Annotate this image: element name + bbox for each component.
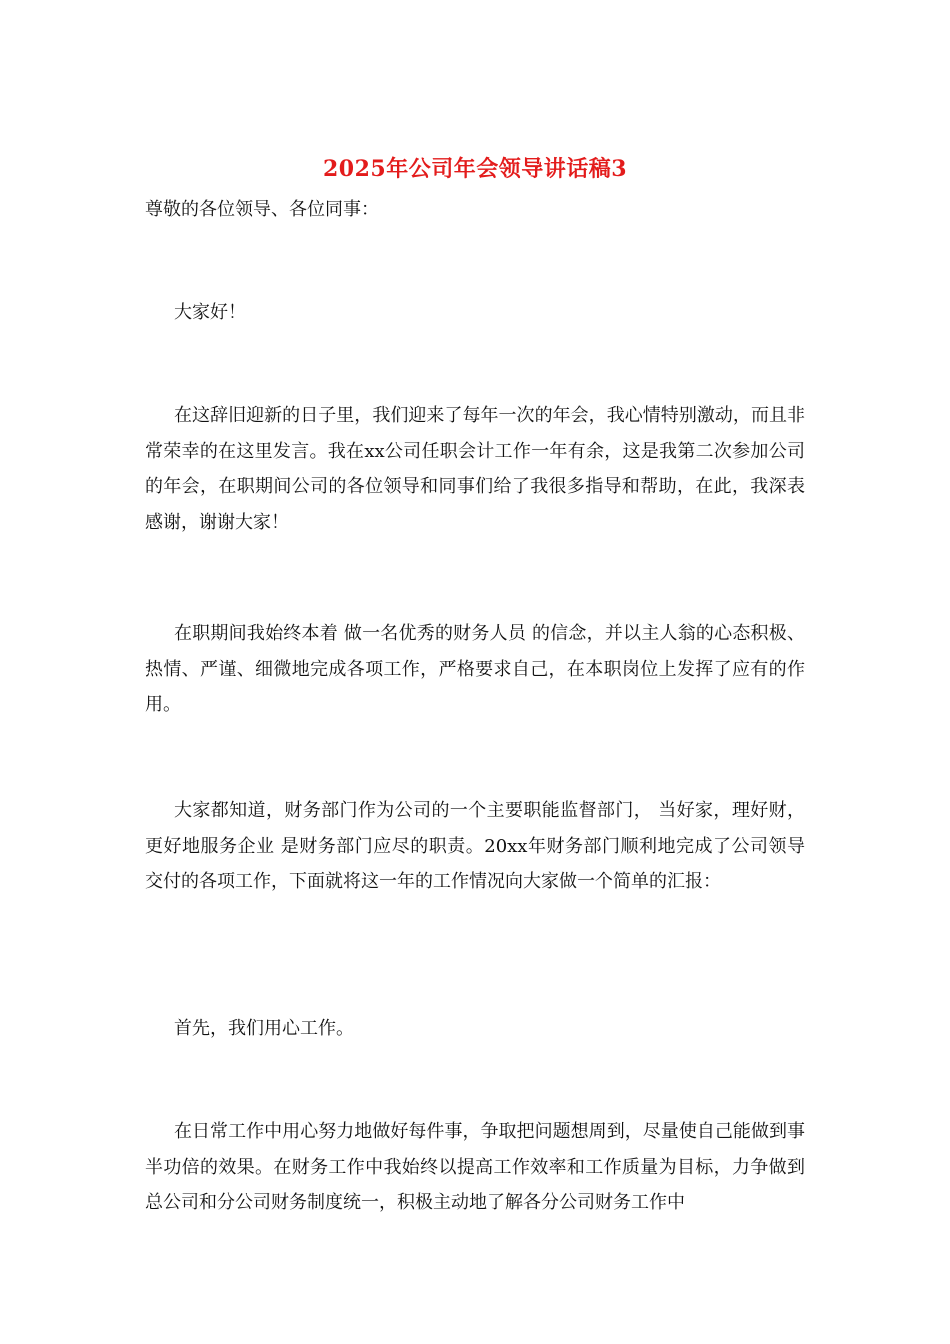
paragraph-daily-work: 在日常工作中用心努力地做好每件事，争取把问题想周到，尽量使自己能做到事半功倍的效果。在财务工作中我始终以提高工作效率和工作质量为目标，力争做到总公司和分公司财务制度统一，积极主动地了解各分公司财务工作中 [145,1121,805,1213]
greeting-line: 尊敬的各位领导、各位同事： [145,199,379,220]
paragraph-first-point: 首先，我们用心工作。 [174,1018,354,1039]
paragraph-attitude: 在职期间我始终本着 做一名优秀的财务人员 的信念，并以主人翁的心态积极、热情、严谨、细微地完成各项工作，严格要求自己，在本职岗位上发挥了应有的作用。 [145,623,805,715]
paragraph-introduction: 在这辞旧迎新的日子里，我们迎来了每年一次的年会，我心情特别激动，而且非常荣幸的在这里发言。我在xx公司任职会计工作一年有余，这是我第二次参加公司的年会，在职期间公司的各位领导和同事们给了我很多指导和帮助，在此，我深表感谢，谢谢大家！ [145,405,805,533]
paragraph-department-report: 大家都知道，财务部门作为公司的一个主要职能监督部门， 当好家，理好财，更好地服务企业 是财务部门应尽的职责。20xx年财务部门顺利地完成了公司领导交付的各项工作，下面就将这一年的工作情况向大家做一个简单的汇报： [145,800,805,892]
paragraph-opening: 大家好！ [174,302,246,323]
document-title: 2025年公司年会领导讲话稿3 [322,156,628,182]
